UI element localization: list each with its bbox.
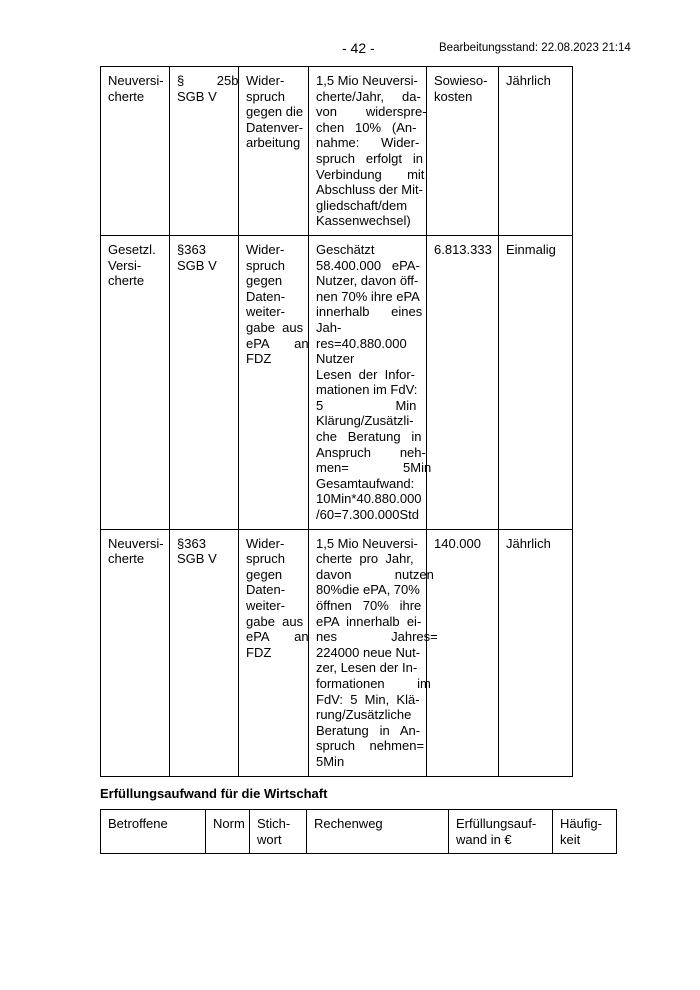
cell-text-line: §363 [177,241,206,257]
cell-text-line: 1,5 Mio Neuversi- [316,73,418,88]
cell-text-line: cherte [108,273,145,289]
table-row [101,529,573,776]
cell-text-line: Betroffene [108,816,168,831]
cell-text-line: Datenver- [246,119,304,135]
cell-text-line: davon nutzen [316,566,434,582]
cell-text-line: Daten- [246,288,286,304]
cell-text-line: Jährlich [506,535,551,551]
cell-text-line: Klärung/Zusätzli- [316,413,414,429]
cost-table-citizens [100,66,573,777]
cell-text-line: Nutzer, davon öff- [316,273,419,289]
cell-text-line: Gesetzl. [108,241,156,257]
cell-text-line: arbeitung [246,135,301,151]
cell-text-line: SGB V [177,257,217,273]
cell-text-line: cherte [108,551,145,567]
cell-text-line: rung/Zusätzliche [316,707,412,723]
edit-status: Bearbeitungsstand: 22.08.2023 21:14 [439,42,631,54]
cell-text-line: 140.000 [434,535,481,551]
cell-text-line: keit [560,831,581,847]
cell-text-line: Kassenwechsel) [316,213,411,229]
cell-text-line: kosten [434,88,473,104]
cell-text-line: Nutzer [316,351,355,367]
cell-stichwort [239,235,309,529]
cell-text-line: che Beratung in [316,429,422,445]
cell-text-line: ePA innerhalb ei- [316,613,422,629]
cell-text-line: gliedschaft/dem [316,197,408,213]
cell-text-line: Geschätzt [316,241,375,257]
cell-text-line: FDZ [246,644,272,660]
cell-text-line: Stich- [257,816,291,831]
cell-text-line: Beratung in An- [316,722,421,738]
header-aufwand [449,810,553,854]
cell-text-line: von widerspre- [316,104,427,120]
cell-haeufigkeit [499,529,573,776]
cell-text-line: weiter- [246,304,286,320]
cell-text-line: 6.813.333 [434,241,492,257]
cell-text-line: Sowieso- [434,73,488,88]
header-stichwort [250,810,307,854]
cost-table-economy [100,809,617,854]
cell-text-line: Anspruch neh- [316,444,426,460]
cell-text-line: wand in € [456,831,512,847]
cell-text-line: Jah- [316,319,342,335]
cell-text-line: /60=7.300.000Std [316,507,420,523]
cell-text-line: Lesen der Infor- [316,366,415,382]
cell-text-line: SGB V [177,88,217,104]
table-header-row [101,810,617,854]
cell-text-line: cherte pro Jahr, [316,551,414,567]
cell-text-line: 1,5 Mio Neuversi- [316,535,418,551]
cell-betroffene [101,67,170,236]
cell-text-line: nen 70% ihre ePA [316,288,420,304]
cell-norm [170,67,239,236]
cell-aufwand [427,529,499,776]
cell-text-line: gabe aus [246,613,304,629]
cell-text-line: Gesamtaufwand: [316,475,415,491]
cell-text-line: spruch erfolgt in [316,150,423,166]
cell-text-line: spruch [246,551,286,567]
cell-text-line: weiter- [246,598,286,613]
cell-text-line: chen 10% (An- [316,119,417,135]
cell-text-line: Einmalig [506,241,556,257]
cell-text-line: gabe aus [246,319,304,335]
cell-text-line: 5 Min [316,397,417,413]
cell-text-line: 5Min [316,753,345,769]
cell-haeufigkeit [499,235,573,529]
cell-text-line: gegen die [246,104,304,120]
cell-aufwand [427,235,499,529]
cell-text-line: res=40.880.000 [316,335,407,351]
cell-text-line: §363 [177,535,206,551]
cell-norm [170,529,239,776]
cell-rechenweg [309,529,438,776]
cell-haeufigkeit [499,67,573,236]
cell-text-line: gegen [246,273,283,289]
cell-betroffene [101,529,170,776]
cell-rechenweg [309,67,427,236]
cell-text-line: men= 5Min [316,460,432,476]
cell-text-line: gegen [246,566,283,582]
section-title: Erfüllungsaufwand für die Wirtschaft [100,786,328,801]
cell-text-line: 58.400.000 ePA- [316,257,420,273]
cell-text-line: SGB V [177,551,217,567]
page-number: - 42 - [342,40,375,56]
header-betroffene [101,810,206,854]
cell-text-line: zer, Lesen der In- [316,660,418,676]
cell-stichwort [239,529,309,776]
cell-text-line: 80%die ePA, 70% [316,582,420,598]
cell-text-line: FdV: 5 Min, Klä- [316,691,420,707]
header-norm [206,810,250,854]
cost-table-body [101,67,573,777]
cell-betroffene [101,235,170,529]
cell-text-line: öffnen 70% ihre [316,598,422,613]
table-row [101,235,573,529]
cell-text-line: Häufig- [560,816,602,831]
cell-text-line: nes Jahres= [316,629,438,645]
cell-text-line: ePA an [246,629,309,645]
cell-text-line: spruch [246,257,286,273]
cell-text-line: Versi- [108,257,142,273]
table-row [101,67,573,236]
cell-rechenweg [309,235,432,529]
cell-text-line: Neuversi- [108,73,164,88]
cell-text-line: Daten- [246,582,286,598]
header-rechenweg [307,810,449,854]
cell-text-line: Erfüllungsauf- [456,816,537,831]
cell-stichwort [239,67,309,236]
cell-text-line: mationen im FdV: [316,382,418,398]
cell-text-line: Abschluss der Mit- [316,182,423,198]
cell-text-line: Neuversi- [108,535,164,551]
cell-text-line: Wider- [246,535,285,551]
cell-text-line: Norm [213,816,245,831]
cell-text-line: Rechenweg [314,816,383,831]
cell-text-line: Jährlich [506,73,551,88]
cell-text-line: Wider- [246,73,285,88]
cell-text-line: spruch nehmen= [316,738,425,754]
header-haeufigkeit [553,810,617,854]
cell-text-line: FDZ [246,351,272,367]
cell-text-line: cherte [108,88,145,104]
cell-text-line: spruch [246,88,286,104]
cell-text-line: cherte/Jahr, da- [316,88,421,104]
cell-text-line: 10Min*40.880.000 [316,491,422,507]
cell-text-line: Wider- [246,241,285,257]
cell-text-line: innerhalb eines [316,304,423,320]
cell-norm [170,235,239,529]
cell-text-line: wort [257,831,282,847]
cell-text-line: Verbindung mit [316,166,425,182]
cell-text-line: formationen im [316,675,431,691]
cell-aufwand [427,67,499,236]
cell-text-line: 224000 neue Nut- [316,644,421,660]
cell-text-line: ePA an [246,335,309,351]
cell-text-line: § 25b [177,73,239,88]
cell-text-line: nahme: Wider- [316,135,420,151]
